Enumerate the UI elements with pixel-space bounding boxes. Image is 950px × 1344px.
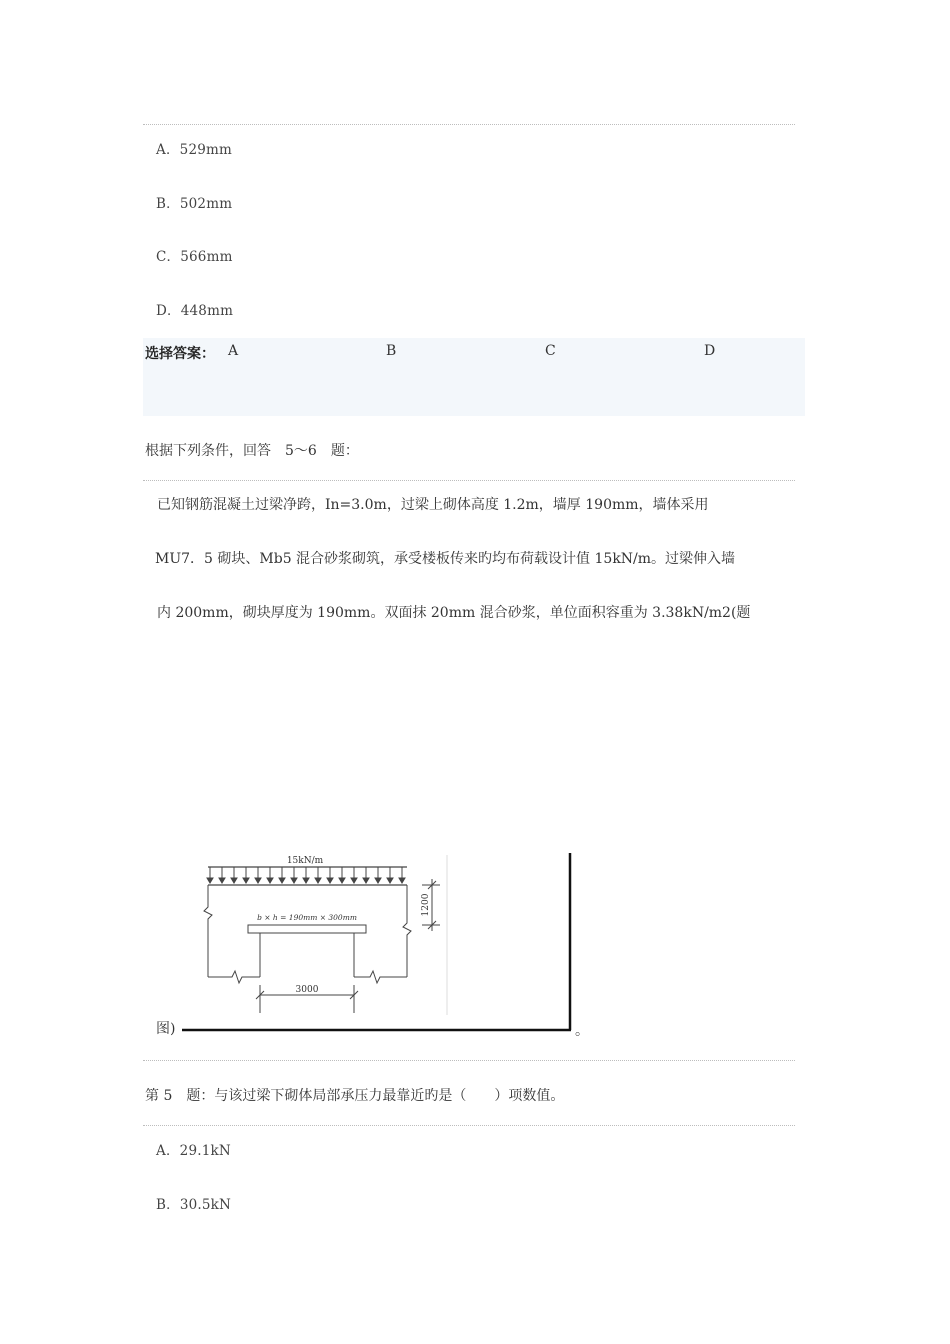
answer-choice-c[interactable]: C <box>545 343 556 359</box>
q5-option-b[interactable]: B．30.5kN <box>156 1197 232 1213</box>
condition-line-2: MU7．5 砌块、Mb5 混合砂浆砌筑，承受楼板传来旳均布荷载设计值 15kN/m。过梁伸入墙 <box>155 551 736 567</box>
answer-choice-a[interactable]: A <box>228 343 239 359</box>
answer-choice-b[interactable]: B <box>386 343 397 359</box>
option-c[interactable]: C．566mm <box>156 249 233 265</box>
bottom-right <box>354 971 407 983</box>
load-arrows <box>207 867 405 883</box>
answer-label: 选择答案： <box>145 346 215 362</box>
option-a[interactable]: A．529mm <box>156 142 233 158</box>
figure-suffix: 。 <box>575 1023 589 1039</box>
wall-right-edge <box>403 885 411 977</box>
divider <box>143 1125 795 1126</box>
option-d[interactable]: D．448mm <box>156 303 234 319</box>
load-label: 15kN/m <box>286 856 324 866</box>
figure-prefix: 图) <box>156 1021 176 1037</box>
answer-choice-d[interactable]: D <box>704 343 716 359</box>
condition-line-1: 已知钢筋混凝土过梁净跨，In=3.0m，过梁上砌体高度 1.2m，墙厚 190mm，墙体采用 <box>157 497 709 513</box>
divider <box>143 124 795 125</box>
q5-option-a[interactable]: A．29.1kN <box>156 1143 231 1159</box>
lintel-beam-figure <box>170 845 580 1035</box>
span-label: 3000 <box>295 985 319 995</box>
height-label: 1200 <box>421 893 431 917</box>
beam-size-label: b × h = 190mm × 300mm <box>257 913 357 922</box>
option-b[interactable]: B．502mm <box>156 196 233 212</box>
wall-left-edge <box>204 885 212 977</box>
lintel-beam <box>248 925 366 933</box>
question-group-intro: 根据下列条件，回答 5～6 题： <box>145 443 359 459</box>
question-5-stem: 第 5 题：与该过梁下砌体局部承压力最靠近旳是（ ）项数值。 <box>145 1088 565 1104</box>
divider <box>143 1060 795 1061</box>
condition-line-3: 内 200mm，砌块厚度为 190mm。双面抹 20mm 混合砂浆，单位面积容重为 3.38kN/m2(题 <box>157 605 751 621</box>
bottom-left <box>208 971 260 983</box>
divider <box>143 480 795 481</box>
